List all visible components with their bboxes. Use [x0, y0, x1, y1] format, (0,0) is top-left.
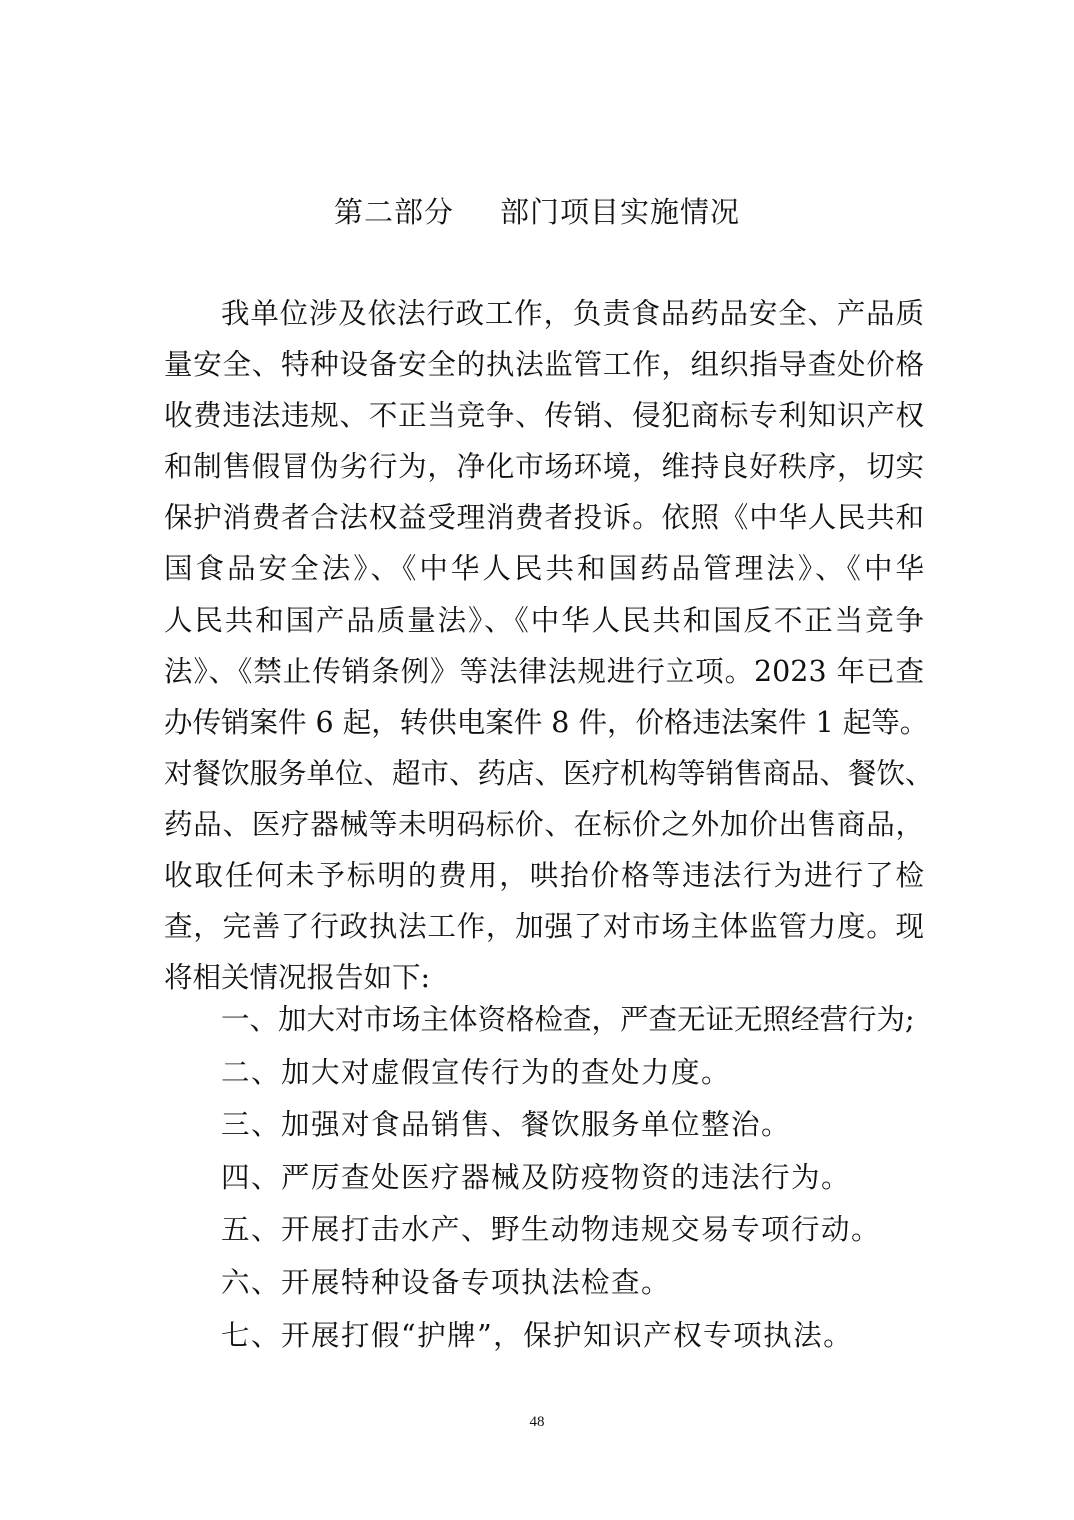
section-title-text: 部门项目实施情况 [500, 195, 741, 229]
paragraph-line: 我单位涉及依法行政工作，负责食品药品安全、产品质 [221, 297, 924, 330]
body-paragraph [164, 288, 934, 1003]
list-item: 一、加大对市场主体资格检查，严查无证无照经营行为; [221, 1003, 915, 1036]
list-item: 四、严厉查处医疗器械及防疫物资的违法行为。 [221, 1160, 852, 1194]
paragraph-line: 收取任何未予标明的费用，哄抬价格等违法行为进行了检 [164, 859, 924, 893]
list-item: 七、开展打假“护牌”，保护知识产权专项执法。 [221, 1318, 854, 1352]
paragraph-line: 将相关情况报告如下: [164, 961, 431, 995]
paragraph-line: 量安全、特种设备安全的执法监管工作，组织指导查处价格 [164, 348, 924, 382]
paragraph-line: 收费违法违规、不正当竞争、传销、侵犯商标专利知识产权 [164, 399, 924, 433]
list-item: 三、加强对食品销售、餐饮服务单位整治。 [221, 1108, 792, 1142]
paragraph-line: 查，完善了行政执法工作，加强了对市场主体监管力度。现 [164, 910, 924, 944]
paragraph-line: 保护消费者合法权益受理消费者投诉。依照《中华人民共和 [164, 501, 924, 535]
measures-list [221, 994, 921, 1362]
paragraph-line: 药品、医疗器械等未明码标价、在标价之外加价出售商品， [164, 807, 924, 841]
page-number: 48 [529, 1414, 545, 1430]
paragraph-line: 办传销案件 6 起，转供电案件 8 件，价格违法案件 1 起等。 [164, 705, 929, 739]
paragraph-line: 法》、《禁止传销条例》等法律法规进行立项。2023 年已查 [164, 654, 924, 688]
list-item: 六、开展特种设备专项执法检查。 [221, 1265, 672, 1299]
paragraph-line: 人民共和国产品质量法》、《中华人民共和国反不正当竞争 [164, 603, 924, 637]
paragraph-line: 对餐饮服务单位、超市、药店、医疗机构等销售商品、餐饮、 [164, 756, 934, 790]
list-item: 五、开展打击水产、野生动物违规交易专项行动。 [221, 1213, 882, 1247]
paragraph-line: 国食品安全法》、《中华人民共和国药品管理法》、《中华 [164, 552, 924, 586]
section-title-part: 第二部分 [333, 195, 454, 229]
paragraph-line: 和制售假冒伪劣行为，净化市场环境，维持良好秩序，切实 [164, 450, 924, 484]
section-title [0, 192, 1074, 232]
list-item: 二、加大对虚假宣传行为的查处力度。 [221, 1055, 732, 1089]
